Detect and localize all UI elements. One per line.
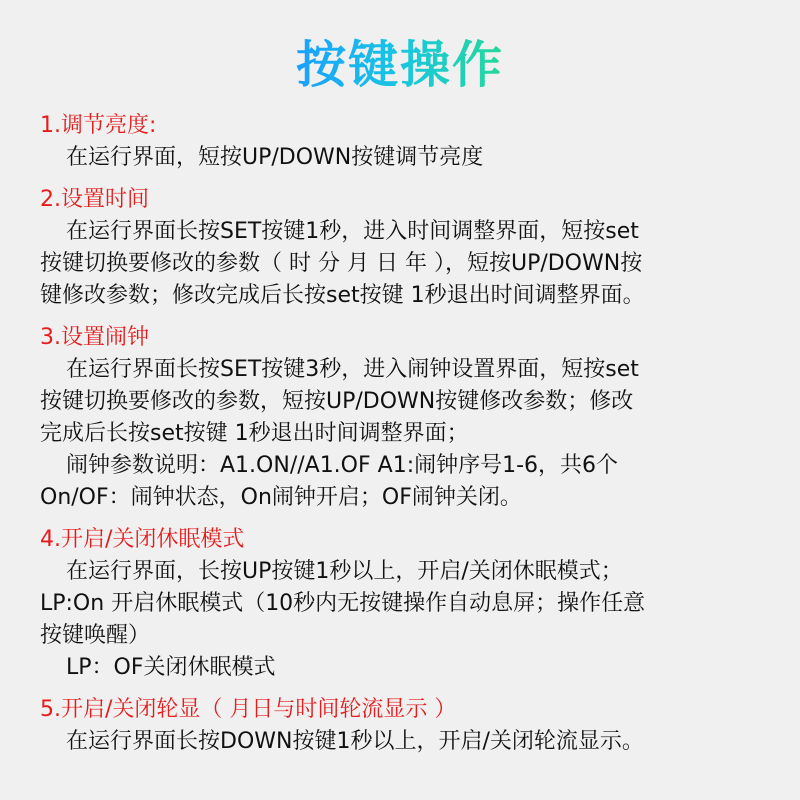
section-line: 在运行界面，长按UP按键1秒以上，开启/关闭休眠模式； [66,559,623,584]
section-line: 完成后长按set按键 1秒退出时间调整界面； [40,421,469,446]
section-line: 在运行界面长按SET按键1秒，进入时间调整界面，短按set [66,219,639,244]
section-rotation-display [40,694,770,758]
section-line: LP：OF关闭休眠模式 [66,655,276,680]
section-line: 闹钟参数说明：A1.ON//A1.OF A1:闹钟序号1-6，共6个 [66,453,619,478]
section-line: 在运行界面长按SET按键3秒，进入闹钟设置界面，短按set [66,357,639,382]
section-heading: 4.开启/关闭休眠模式 [40,527,245,552]
section-set-alarm [40,322,770,514]
section-line: 按键切换要修改的参数（ 时 分 月 日 年 ），短按UP/DOWN按 [40,251,643,276]
section-line: 按键切换要修改的参数，短按UP/DOWN按键修改参数；修改 [40,389,634,414]
section-brightness [40,110,770,174]
section-line: LP:On 开启休眠模式（10秒内无按键操作自动息屏；操作任意 [40,591,646,616]
section-heading: 5.开启/关闭轮显（ 月日与时间轮流显示 ） [40,697,457,722]
section-heading: 1.调节亮度: [40,113,157,138]
page-title [0,30,800,100]
section-line: 键修改参数；修改完成后长按set按键 1秒退出时间调整界面。 [40,283,645,308]
section-set-time [40,184,770,312]
section-line: 在运行界面长按DOWN按键1秒以上，开启/关闭轮流显示。 [66,729,644,754]
section-heading: 3.设置闹钟 [40,325,149,350]
section-line: 按键唤醒） [40,623,151,648]
section-line: 在运行界面，短按UP/DOWN按键调节亮度 [66,145,484,170]
instructions-content [40,110,770,758]
section-line: On/OF：闹钟状态，On闹钟开启；OF闹钟关闭。 [40,485,522,510]
page-title-text: 按键操作 [296,36,504,94]
section-heading: 2.设置时间 [40,187,149,212]
section-sleep-mode [40,524,770,684]
